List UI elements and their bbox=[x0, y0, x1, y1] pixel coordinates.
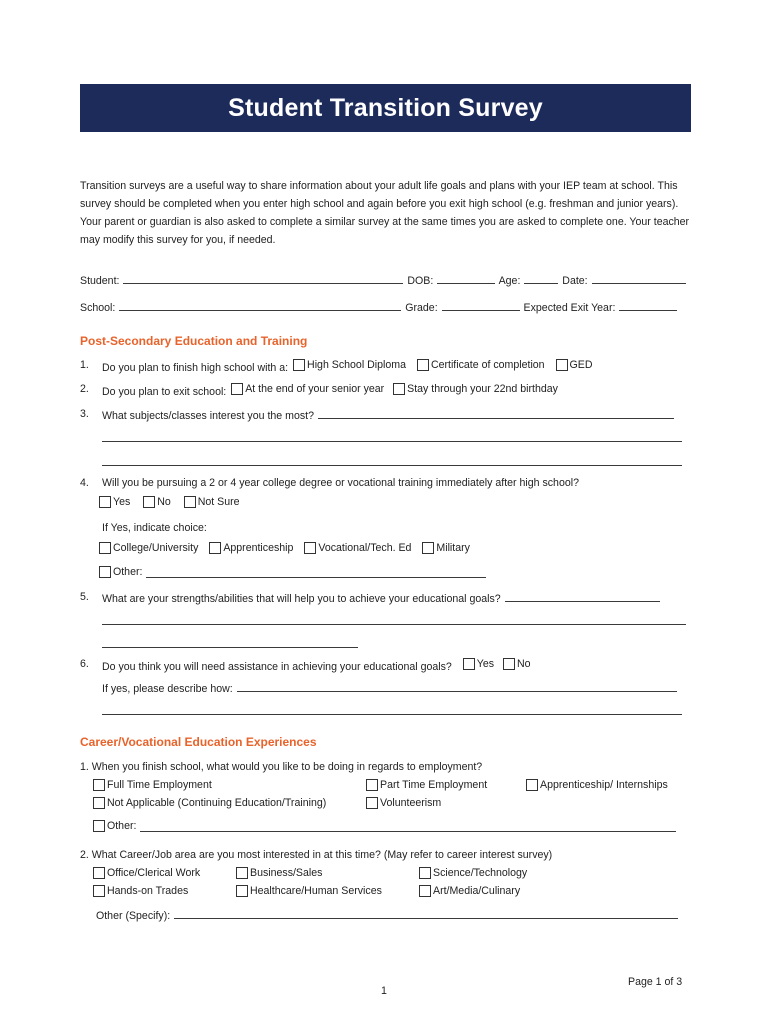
not-applicable-checkbox[interactable] bbox=[93, 797, 105, 809]
s1-q6-describe-label: If yes, please describe how: bbox=[102, 683, 233, 695]
assistance-yes-checkbox[interactable] bbox=[463, 658, 475, 670]
healthcare-label: Healthcare/Human Services bbox=[250, 885, 382, 897]
apprenticeship-checkbox[interactable] bbox=[209, 542, 221, 554]
employment-other-field[interactable] bbox=[140, 821, 676, 832]
s2-q2-opt-science bbox=[417, 867, 527, 882]
22nd-birthday-checkbox[interactable] bbox=[393, 383, 405, 395]
s1-q3-answer-line-1[interactable] bbox=[318, 408, 674, 419]
section-heading-career: Career/Vocational Education Experiences bbox=[80, 735, 317, 749]
school-field[interactable] bbox=[119, 300, 401, 311]
22nd-birthday-label: Stay through your 22nd birthday bbox=[407, 383, 558, 395]
s2-q2-opt-business bbox=[234, 867, 322, 882]
exit-year-label: Expected Exit Year: bbox=[523, 302, 616, 314]
section-heading-postsecondary: Post-Secondary Education and Training bbox=[80, 334, 308, 348]
s1-q2-row bbox=[102, 383, 558, 398]
diploma-label: High School Diploma bbox=[307, 359, 406, 371]
senior-year-checkbox[interactable] bbox=[231, 383, 243, 395]
date-field[interactable] bbox=[592, 273, 686, 284]
office-clerical-label: Office/Clerical Work bbox=[107, 867, 201, 879]
assistance-no-checkbox[interactable] bbox=[503, 658, 515, 670]
s1-q2-number: 2. bbox=[80, 383, 89, 395]
dob-label: DOB: bbox=[407, 275, 434, 287]
college-university-label: College/University bbox=[113, 542, 199, 554]
vocational-label: Vocational/Tech. Ed bbox=[318, 542, 412, 554]
hands-on-trades-label: Hands-on Trades bbox=[107, 885, 189, 897]
art-media-culinary-checkbox[interactable] bbox=[419, 885, 431, 897]
exit-year-field[interactable] bbox=[619, 300, 677, 311]
college-not-sure-label: Not Sure bbox=[197, 496, 240, 508]
age-field[interactable] bbox=[524, 273, 558, 284]
art-media-culinary-label: Art/Media/Culinary bbox=[433, 885, 521, 897]
s1-q3-row bbox=[102, 408, 675, 422]
college-no-label: No bbox=[157, 496, 171, 508]
page-title: Student Transition Survey bbox=[228, 93, 543, 122]
business-sales-label: Business/Sales bbox=[250, 867, 323, 879]
s1-q3-answer-line-2[interactable] bbox=[102, 441, 682, 442]
part-time-checkbox[interactable] bbox=[366, 779, 378, 791]
apprenticeship-internship-label: Apprenticeship/ Internships bbox=[540, 779, 668, 791]
student-info-row bbox=[80, 273, 687, 287]
title-banner bbox=[80, 84, 691, 132]
science-technology-checkbox[interactable] bbox=[419, 867, 431, 879]
s1-q3-number: 3. bbox=[80, 408, 89, 420]
s1-q5-row bbox=[102, 591, 661, 605]
college-yes-label: Yes bbox=[113, 496, 131, 508]
military-checkbox[interactable] bbox=[422, 542, 434, 554]
hands-on-trades-checkbox[interactable] bbox=[93, 885, 105, 897]
assistance-no-label: No bbox=[517, 658, 531, 670]
s2-q1-opt-na bbox=[91, 797, 326, 812]
assistance-yes-label: Yes bbox=[476, 658, 495, 670]
college-university-checkbox[interactable] bbox=[99, 542, 111, 554]
s2-q2-text: 2. What Career/Job area are you most interested in at this time? (May refer to career interest survey) bbox=[80, 849, 553, 861]
business-sales-checkbox[interactable] bbox=[236, 867, 248, 879]
date-label: Date: bbox=[562, 275, 588, 287]
college-yes-checkbox[interactable] bbox=[99, 496, 111, 508]
office-clerical-checkbox[interactable] bbox=[93, 867, 105, 879]
grade-field[interactable] bbox=[442, 300, 520, 311]
career-other-label: Other (Specify): bbox=[96, 910, 171, 922]
s1-q6-text: Do you think you will need assistance in achieving your educational goals? bbox=[102, 661, 452, 673]
s1-q2-text: Do you plan to exit school: bbox=[102, 386, 227, 398]
s2-q2-other-row bbox=[96, 908, 679, 922]
s2-q2-opt-trades bbox=[91, 885, 188, 900]
s2-q1-opt-apprentice bbox=[524, 779, 668, 794]
senior-year-label: At the end of your senior year bbox=[245, 383, 385, 395]
s1-q6-answer-line-1[interactable] bbox=[237, 681, 677, 692]
career-other-field[interactable] bbox=[174, 908, 678, 919]
s1-q5-answer-line-2[interactable] bbox=[102, 624, 686, 625]
diploma-checkbox[interactable] bbox=[293, 359, 305, 371]
volunteerism-label: Volunteerism bbox=[380, 797, 442, 809]
military-label: Military bbox=[436, 542, 470, 554]
s1-q6-row bbox=[102, 658, 531, 673]
school-label: School: bbox=[80, 302, 116, 314]
full-time-checkbox[interactable] bbox=[93, 779, 105, 791]
school-info-row bbox=[80, 300, 678, 314]
student-label: Student: bbox=[80, 275, 120, 287]
employment-other-checkbox[interactable] bbox=[93, 820, 105, 832]
healthcare-checkbox[interactable] bbox=[236, 885, 248, 897]
apprenticeship-internship-checkbox[interactable] bbox=[526, 779, 538, 791]
grade-label: Grade: bbox=[405, 302, 438, 314]
s1-q4-number: 4. bbox=[80, 477, 89, 489]
employment-other-label: Other: bbox=[107, 820, 137, 832]
full-time-label: Full Time Employment bbox=[107, 779, 212, 791]
s2-q1-text: 1. When you finish school, what would you like to be doing in regards to employment? bbox=[80, 761, 483, 773]
volunteerism-checkbox[interactable] bbox=[366, 797, 378, 809]
science-technology-label: Science/Technology bbox=[433, 867, 528, 879]
s2-q1-opt-volunteer bbox=[364, 797, 441, 812]
s1-q5-answer-line-1[interactable] bbox=[505, 591, 660, 602]
s1-q6-describe-row bbox=[102, 681, 678, 695]
student-field[interactable] bbox=[123, 273, 403, 284]
part-time-label: Part Time Employment bbox=[380, 779, 488, 791]
dob-field[interactable] bbox=[437, 273, 495, 284]
s1-q5-number: 5. bbox=[80, 591, 89, 603]
s1-q5-answer-line-3[interactable] bbox=[102, 647, 358, 648]
vocational-checkbox[interactable] bbox=[304, 542, 316, 554]
certificate-label: Certificate of completion bbox=[430, 359, 545, 371]
s1-q4-other-row bbox=[97, 566, 487, 581]
s1-q1-number: 1. bbox=[80, 359, 89, 371]
s2-q1-opt-fulltime bbox=[91, 779, 212, 794]
s1-q1-text: Do you plan to finish high school with a: bbox=[102, 362, 289, 374]
intro-paragraph: Transition surveys are a useful way to share information about your adult life goals and plans with your IEP team at school. This survey should be completed when you enter high school and again before you exit high school (e.g. freshman and junior years). Your parent or guardian is also asked to complete a similar survey at the same times you are asked to complete one. Your teacher may modify this survey for you, if needed. bbox=[80, 180, 690, 246]
s1-q6-number: 6. bbox=[80, 658, 89, 670]
s1-q5-text: What are your strengths/abilities that will help you to achieve your educational goals? bbox=[102, 593, 501, 605]
s1-q3-answer-line-3[interactable] bbox=[102, 465, 682, 466]
s1-q3-text: What subjects/classes interest you the most? bbox=[102, 410, 314, 422]
s2-q2-opt-healthcare bbox=[234, 885, 382, 900]
page-number: 1 bbox=[381, 985, 387, 997]
college-not-sure-checkbox[interactable] bbox=[184, 496, 196, 508]
s1-q1-row bbox=[102, 359, 593, 374]
s1-q6-answer-line-2[interactable] bbox=[102, 714, 682, 715]
page-of-label: Page 1 of 3 bbox=[628, 976, 683, 988]
certificate-checkbox[interactable] bbox=[417, 359, 429, 371]
s2-q1-other-row bbox=[91, 820, 677, 835]
age-label: Age: bbox=[498, 275, 521, 287]
s2-q1-opt-parttime bbox=[364, 779, 487, 794]
other-label: Other: bbox=[113, 566, 143, 578]
apprenticeship-label: Apprenticeship bbox=[223, 542, 294, 554]
ged-label: GED bbox=[569, 359, 593, 371]
s2-q2-opt-art bbox=[417, 885, 520, 900]
other-field[interactable] bbox=[146, 567, 486, 578]
if-yes-label: If Yes, indicate choice: bbox=[102, 522, 207, 534]
s1-q4-text: Will you be pursuing a 2 or 4 year college degree or vocational training immediately after high school? bbox=[102, 477, 579, 489]
s1-q4-choices bbox=[97, 542, 470, 557]
ged-checkbox[interactable] bbox=[556, 359, 568, 371]
college-no-checkbox[interactable] bbox=[143, 496, 155, 508]
s2-q2-opt-office bbox=[91, 867, 200, 882]
s1-q4-options bbox=[97, 496, 240, 511]
not-applicable-label: Not Applicable (Continuing Education/Training) bbox=[107, 797, 327, 809]
other-checkbox[interactable] bbox=[99, 566, 111, 578]
